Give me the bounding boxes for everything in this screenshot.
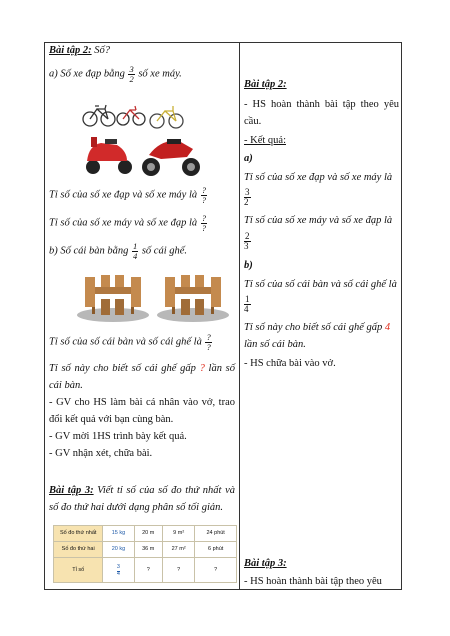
ex3-answer-heading: Bài tập 3: <box>244 558 287 569</box>
ex2-part-a: a) Số xe đạp bằng $\frac{3}{2}$ số xe máy. <box>49 64 182 84</box>
blank-cell[interactable]: ? <box>195 558 237 583</box>
blank-answer[interactable]: ? <box>199 363 205 374</box>
measurement-table <box>53 525 237 583</box>
column-divider <box>239 43 240 589</box>
blank-fraction[interactable]: $\frac{?}{?}$ <box>206 332 211 352</box>
ex2-part-b: b) Số cái bàn bằng $\frac{1}{4}$ số cái ghế. <box>49 241 188 261</box>
answer-a-label: a) <box>244 153 253 164</box>
fraction: $\frac{1}{4}$ <box>132 241 138 261</box>
answer-b1: Tỉ số của số cái bàn và số cái ghế là <box>244 279 397 290</box>
question-times: Tỉ số này cho biết số cái ghế gấp ? lần số cái bàn. <box>49 363 235 391</box>
lesson-table <box>44 42 402 590</box>
answer-a2-fraction: 2 3 <box>244 231 250 252</box>
answer-b2: Tỉ số này cho biết số cái ghế gấp 4 lần số cái bàn. <box>244 322 391 350</box>
blank-fraction[interactable]: $\frac{?}{?}$ <box>201 213 207 233</box>
blank-cell[interactable]: ? <box>134 558 162 583</box>
ex2-answer-heading: Bài tập 2: <box>244 79 287 90</box>
fraction: $\frac{3}{2}$ <box>129 64 134 84</box>
teacher-step-3: - GV nhận xét, chữa bài. <box>49 448 153 459</box>
answer-a2: Tỉ số của số xe máy và số xe đạp là <box>244 215 393 226</box>
blank-cell[interactable]: ? <box>162 558 194 583</box>
student-step-1: - HS hoàn thành bài tập theo yêu cầu. <box>244 99 399 127</box>
blank-fraction[interactable]: $\frac{?}{?}$ <box>201 185 207 205</box>
table-row: Tỉ số $\frac{3}{4}$ ? ? ? <box>54 558 237 583</box>
ratio-cell: $\frac{3}{4}$ <box>103 558 134 583</box>
teacher-step-1: - GV cho HS làm bài cá nhân vào vở, trao đổi kết quả với bạn cùng bàn. <box>49 397 235 425</box>
answer-a1: Tỉ số của số xe đạp và số xe máy là <box>244 172 393 183</box>
ex3-heading: Bài tập 3: Viết tỉ số của số đo thứ nhất và số đo thứ hai dưới dạng phân số tối giản. <box>49 485 235 513</box>
question-motor-bike: Tỉ số của số xe máy và số xe đạp là $\frac{?}{?}$ <box>49 213 207 233</box>
tables-chairs-image <box>77 271 229 323</box>
answer-b-label: b) <box>244 260 253 271</box>
student-step-2: - HS chữa bài vào vở. <box>244 358 336 369</box>
question-table-chair: Tỉ số của số cái bàn và số cái ghế là $\frac{?}{?}$ <box>49 332 211 352</box>
table-row: Số đo thứ hai 20 kg 36 m 27 m² 6 phút <box>54 542 237 558</box>
student-step-3: - HS hoàn thành bài tập theo yêu <box>244 576 382 587</box>
answer-b1-fraction: 1 4 <box>244 294 250 315</box>
bicycles-motorbikes-image <box>81 95 207 179</box>
question-bike-motor: Tỉ số của số xe đạp và số xe máy là $\frac{?}{?}$ <box>49 185 207 205</box>
ex2-heading: Bài tập 2: Số? <box>49 45 110 56</box>
answer-a1-fraction: 3 2 <box>244 187 250 208</box>
teacher-step-2: - GV mời 1HS trình bày kết quả. <box>49 431 187 442</box>
result-label: - Kết quả: <box>244 135 286 146</box>
table-row: Số đo thứ nhất 15 kg 20 m 9 m² 24 phút <box>54 526 237 542</box>
